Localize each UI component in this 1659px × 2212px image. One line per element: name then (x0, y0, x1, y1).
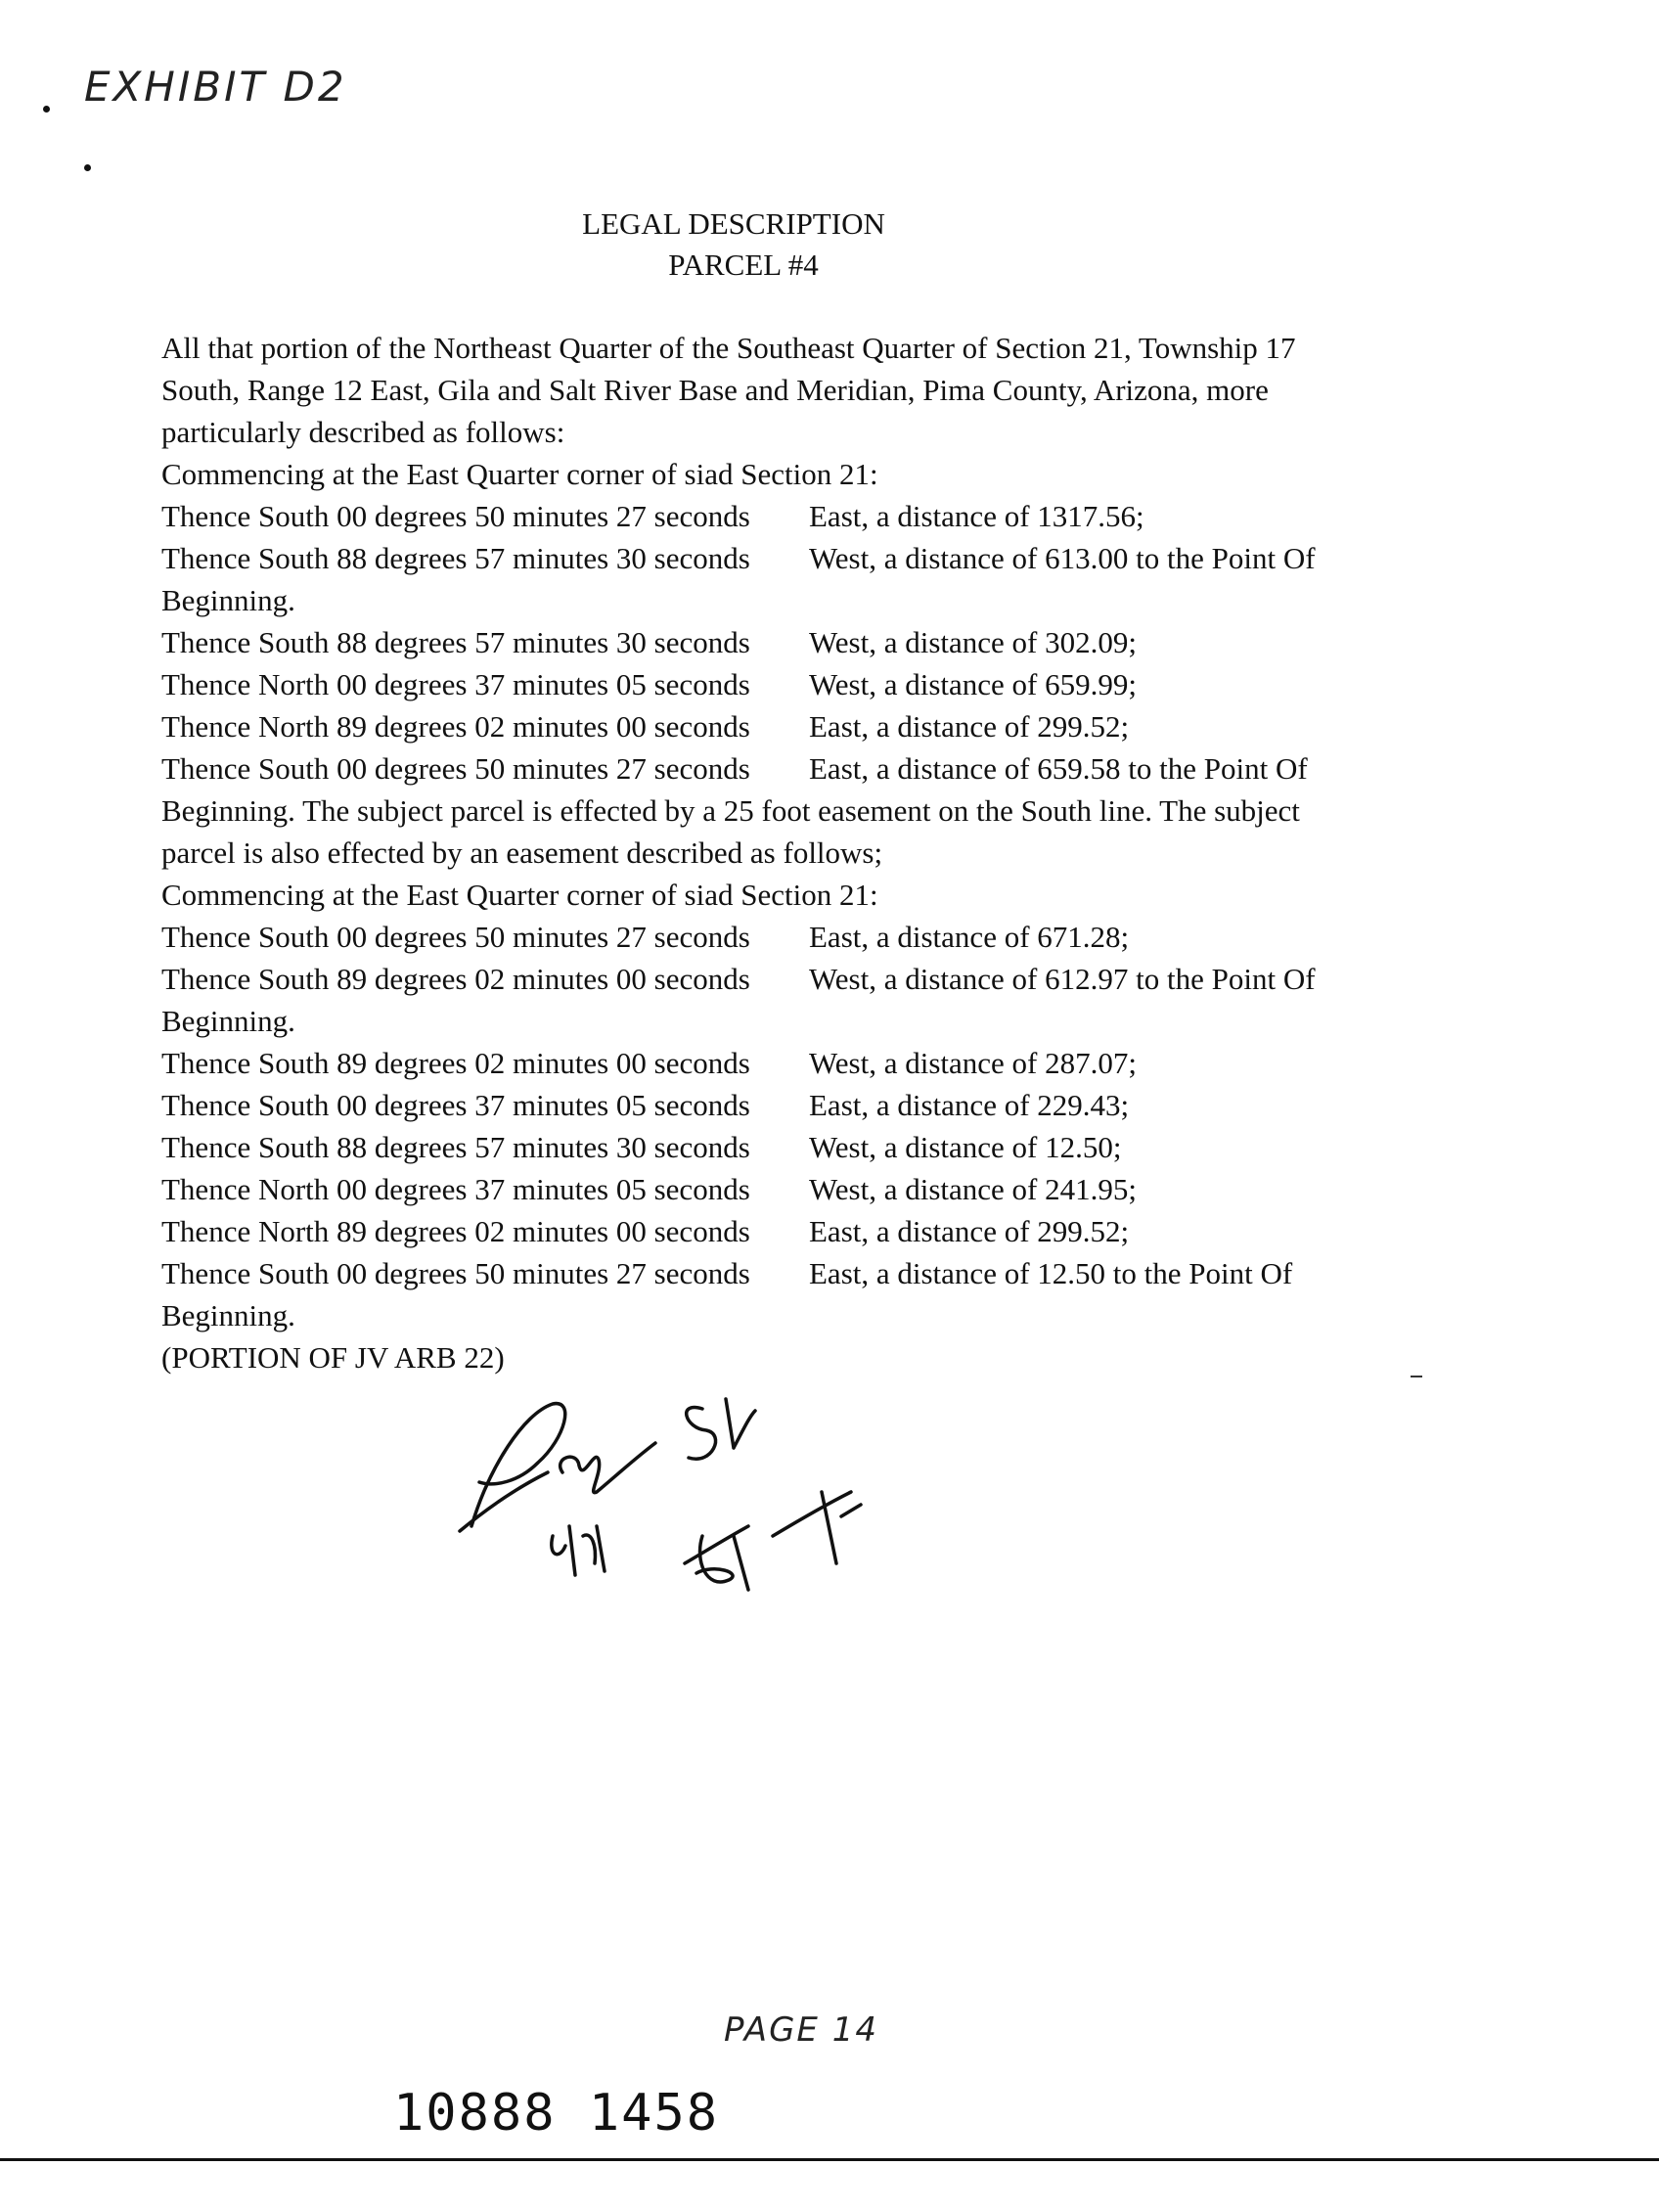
speck-mark (43, 106, 50, 113)
page-note: PAGE 14 (724, 2010, 878, 2050)
commencing-line: Commencing at the East Quarter corner of siad Section 21: (161, 457, 878, 491)
call-bearing: Thence South 00 degrees 50 minutes 27 seconds (161, 751, 750, 786)
call-line (161, 1252, 1413, 1294)
call-distance: East, a distance of 671.28; (809, 920, 1130, 954)
call-line (161, 747, 1413, 790)
document-heading (0, 203, 1467, 286)
call-distance: West, a distance of 613.00 to the Point Of (809, 541, 1316, 575)
legal-description-body (161, 327, 1413, 1378)
easement-line: Beginning. The subject parcel is effected by a 25 foot easement on the South line. The subject (161, 793, 1300, 828)
call-bearing: Thence South 89 degrees 02 minutes 00 seconds (161, 962, 750, 996)
call-distance: East, a distance of 299.52; (809, 1214, 1130, 1248)
call-distance: East, a distance of 12.50 to the Point Of (809, 1256, 1293, 1290)
call-distance: East, a distance of 659.58 to the Point Of (809, 751, 1308, 786)
call-bearing: Thence South 00 degrees 50 minutes 27 seconds (161, 499, 750, 533)
call-line (161, 705, 1413, 747)
call-line (161, 1084, 1413, 1126)
call-distance: West, a distance of 302.09; (809, 625, 1137, 659)
call-line (161, 1126, 1413, 1168)
call-bearing: Thence South 00 degrees 50 minutes 27 seconds (161, 920, 750, 954)
call-line (161, 663, 1413, 705)
call-bearing: Thence South 88 degrees 57 minutes 30 seconds (161, 625, 750, 659)
beginning-line: Beginning. (161, 583, 295, 617)
call-line (161, 958, 1413, 1000)
call-line (161, 916, 1413, 958)
bottom-rule (0, 2158, 1659, 2161)
intro-line: All that portion of the Northeast Quarter of the Southeast Quarter of Section 21, Township 17 (161, 331, 1296, 365)
call-bearing: Thence South 88 degrees 57 minutes 30 seconds (161, 1130, 750, 1164)
call-bearing: Thence North 89 degrees 02 minutes 00 seconds (161, 1214, 750, 1248)
call-bearing: Thence South 89 degrees 02 minutes 00 seconds (161, 1046, 750, 1080)
commencing-line: Commencing at the East Quarter corner of siad Section 21: (161, 878, 878, 912)
call-bearing: Thence South 00 degrees 50 minutes 27 seconds (161, 1256, 750, 1290)
handwritten-signature (450, 1389, 959, 1644)
call-line (161, 537, 1413, 579)
call-line (161, 1042, 1413, 1084)
call-line (161, 1210, 1413, 1252)
call-line (161, 621, 1413, 663)
call-distance: East, a distance of 299.52; (809, 709, 1130, 744)
exhibit-label: EXHIBIT D2 (84, 63, 347, 111)
intro-line: particularly described as follows: (161, 415, 565, 449)
call-line (161, 1168, 1413, 1210)
easement-line: parcel is also effected by an easement described as follows; (161, 835, 883, 870)
call-distance: West, a distance of 659.99; (809, 667, 1137, 701)
call-bearing: Thence South 88 degrees 57 minutes 30 seconds (161, 541, 750, 575)
call-distance: West, a distance of 241.95; (809, 1172, 1137, 1206)
call-distance: West, a distance of 12.50; (809, 1130, 1122, 1164)
call-bearing: Thence South 00 degrees 37 minutes 05 seconds (161, 1088, 750, 1122)
heading-parcel: PARCEL #4 (668, 248, 819, 282)
beginning-line: Beginning. (161, 1298, 295, 1332)
portion-note: (PORTION OF JV ARB 22) (161, 1340, 505, 1375)
heading-title: LEGAL DESCRIPTION (582, 206, 885, 241)
intro-line: South, Range 12 East, Gila and Salt River Base and Meridian, Pima County, Arizona, more (161, 373, 1269, 407)
recording-number: 10888 1458 (393, 2084, 720, 2143)
call-bearing: Thence North 00 degrees 37 minutes 05 seconds (161, 667, 750, 701)
call-distance: East, a distance of 1317.56; (809, 499, 1144, 533)
call-bearing: Thence North 00 degrees 37 minutes 05 seconds (161, 1172, 750, 1206)
call-line (161, 495, 1413, 537)
call-distance: West, a distance of 287.07; (809, 1046, 1137, 1080)
call-bearing: Thence North 89 degrees 02 minutes 00 seconds (161, 709, 750, 744)
call-distance: East, a distance of 229.43; (809, 1088, 1130, 1122)
beginning-line: Beginning. (161, 1004, 295, 1038)
call-distance: West, a distance of 612.97 to the Point Of (809, 962, 1316, 996)
speck-mark (84, 164, 91, 171)
